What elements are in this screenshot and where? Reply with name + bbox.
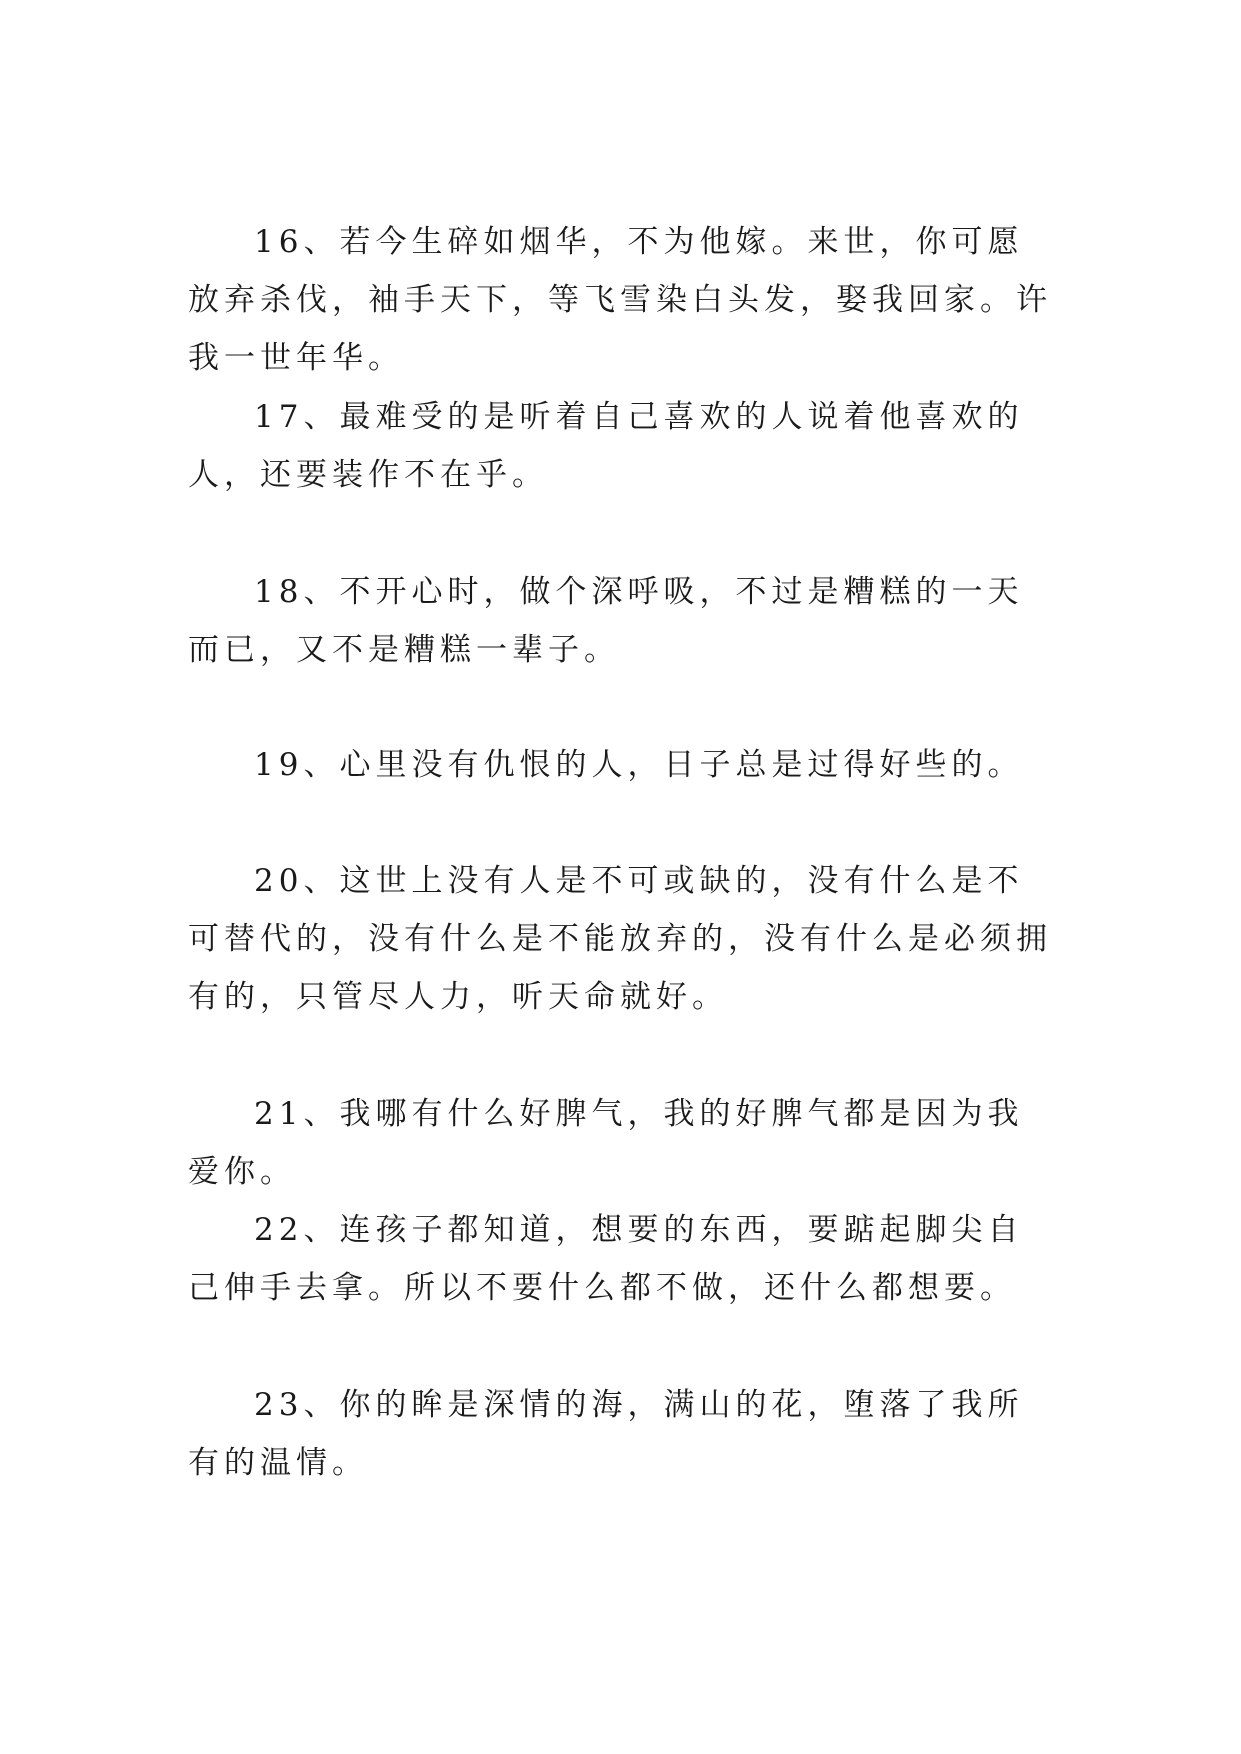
quote-paragraph-20: 20、这世上没有人是不可或缺的，没有什么是不可替代的，没有什么是不能放弃的，没有什么是必须拥有的，只管尽人力，听天命就好。 xyxy=(188,863,1052,1015)
quote-paragraph-18: 18、不开心时，做个深呼吸，不过是糟糕的一天而已，又不是糟糕一辈子。 xyxy=(188,574,1024,668)
quote-paragraph-23: 23、你的眸是深情的海，满山的花，堕落了我所有的温情。 xyxy=(188,1387,1024,1481)
quote-paragraph-19: 19、心里没有仇恨的人，日子总是过得好些的。 xyxy=(254,747,1024,783)
quote-paragraph-22: 22、连孩子都知道，想要的东西，要踮起脚尖自己伸手去拿。所以不要什么都不做，还什么都想要。 xyxy=(188,1212,1024,1306)
quote-paragraph-16: 16、若今生碎如烟华，不为他嫁。来世，你可愿放弃杀伐，袖手天下，等飞雪染白头发，娶我回家。许我一世年华。 xyxy=(188,224,1052,376)
quote-paragraph-17: 17、最难受的是听着自己喜欢的人说着他喜欢的人，还要装作不在乎。 xyxy=(188,399,1024,493)
quote-paragraph-21: 21、我哪有什么好脾气，我的好脾气都是因为我爱你。 xyxy=(188,1096,1024,1190)
